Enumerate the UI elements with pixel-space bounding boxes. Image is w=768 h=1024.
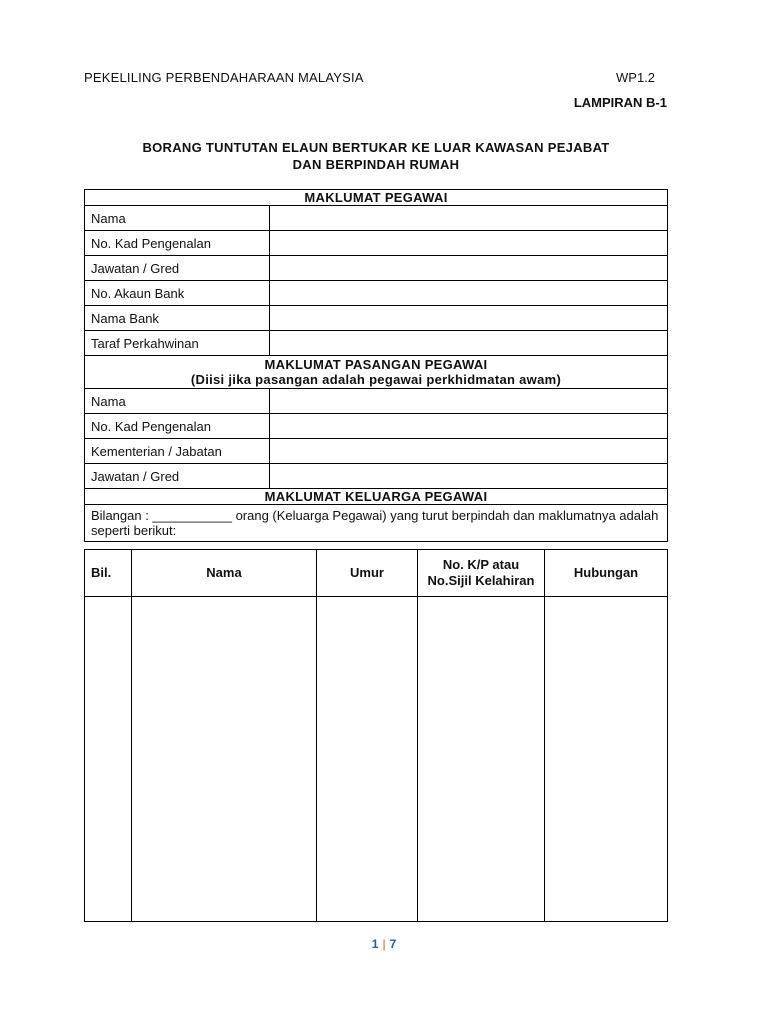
current-page: 1 [371,937,379,951]
officer-marital-status-field[interactable] [270,331,668,356]
family-members-table [84,549,668,922]
spouse-position-label: Jawatan / Gred [85,464,270,489]
circular-title: PEKELILING PERBENDAHARAAN MALAYSIA [84,70,364,85]
nama-cell[interactable] [132,597,317,922]
officer-bank-account-field[interactable] [270,281,668,306]
form-title-line-2: DAN BERPINDAH RUMAH [292,157,460,172]
spouse-section-heading [85,356,668,389]
spouse-position-field[interactable] [270,464,668,489]
column-header-hubungan: Hubungan [545,550,668,597]
officer-position-field[interactable] [270,256,668,281]
officer-bank-name-field[interactable] [270,306,668,331]
officer-ic-label: No. Kad Pengenalan [85,231,270,256]
column-header-bil: Bil. [85,550,132,597]
bil-cell[interactable] [85,597,132,922]
column-header-nama: Nama [132,550,317,597]
officer-name-field[interactable] [270,206,668,231]
officer-marital-status-label: Taraf Perkahwinan [85,331,270,356]
form-title-line-1: BORANG TUNTUTAN ELAUN BERTUKAR KE LUAR KAWASAN PEJABAT [142,140,610,155]
family-section-heading: MAKLUMAT KELUARGA PEGAWAI [85,489,668,505]
spouse-name-label: Nama [85,389,270,414]
officer-bank-account-label: No. Akaun Bank [85,281,270,306]
family-count-text[interactable]: Bilangan : ___________ orang (Keluarga Pegawai) yang turut berpindah dan maklumatnya adalah seperti berikut: [85,505,668,542]
spouse-subheading: (Diisi jika pasangan adalah pegawai perkhidmatan awam) [190,372,562,387]
hubungan-cell[interactable] [545,597,668,922]
document-code: WP1.2 [616,70,656,85]
column-header-umur: Umur [317,550,418,597]
officer-position-label: Jawatan / Gred [85,256,270,281]
spouse-ministry-label: Kementerian / Jabatan [85,439,270,464]
spouse-name-field[interactable] [270,389,668,414]
claim-form-table [84,189,668,542]
umur-cell[interactable] [317,597,418,922]
page-separator: | [382,937,386,951]
kp-cell[interactable] [418,597,545,922]
table-row [85,597,668,922]
page-number [0,937,768,951]
column-header-kp: No. K/P atau No.Sijil Kelahiran [418,550,545,597]
spouse-ic-field[interactable] [270,414,668,439]
officer-ic-field[interactable] [270,231,668,256]
spouse-ic-label: No. Kad Pengenalan [85,414,270,439]
total-pages: 7 [389,937,397,951]
spouse-heading: MAKLUMAT PASANGAN PEGAWAI [264,357,488,372]
officer-name-label: Nama [85,206,270,231]
officer-section-heading: MAKLUMAT PEGAWAI [85,190,668,206]
spouse-ministry-field[interactable] [270,439,668,464]
officer-bank-name-label: Nama Bank [85,306,270,331]
attachment-label: LAMPIRAN B-1 [573,95,667,110]
